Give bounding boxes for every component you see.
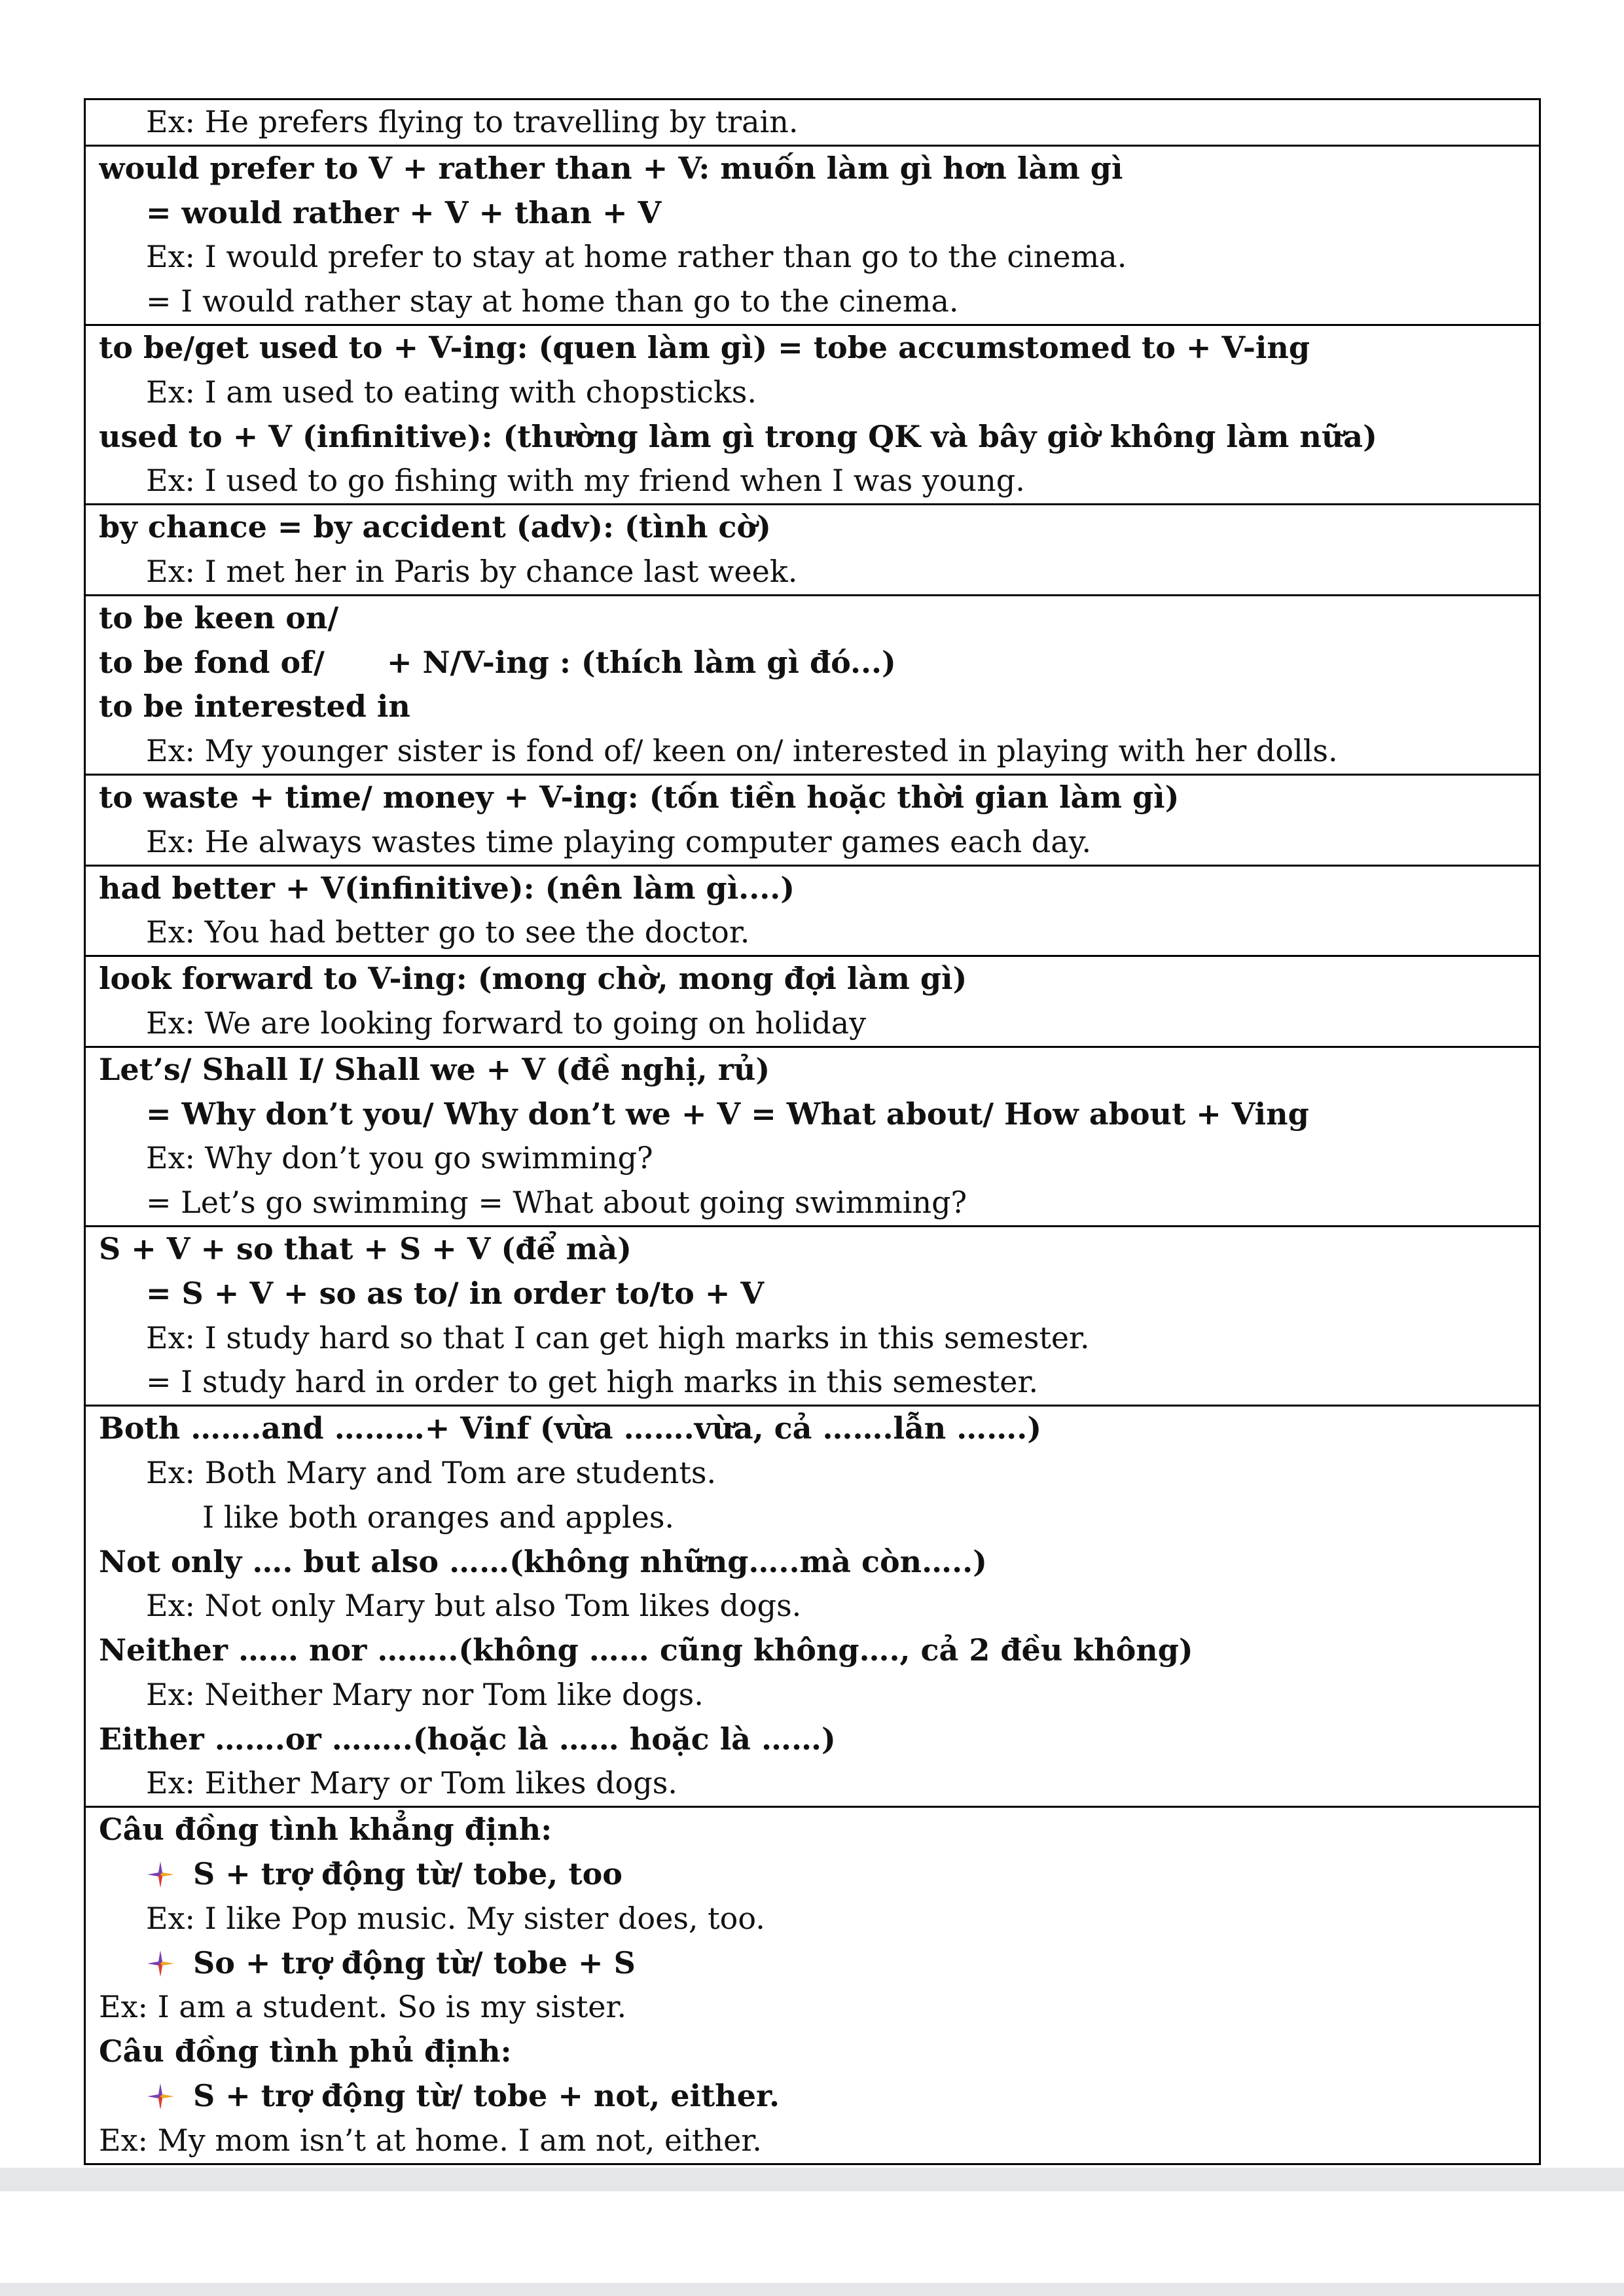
rule-line: Not only …. but also ……(không những…..mà còn…..) — [99, 1543, 987, 1579]
example-line: Ex: He always wastes time playing computer games each day. — [146, 823, 1092, 859]
grammar-cell — [85, 1226, 1540, 1405]
rule-text: to be fond of/ — [99, 644, 325, 680]
bullet-text: S + trợ động từ/ tobe, too — [193, 1856, 623, 1892]
rule-line: would prefer to V + rather than + V: muốn làm gì hơn làm gì — [99, 150, 1123, 186]
rule-line: had better + V(infinitive): (nên làm gì....) — [99, 870, 795, 906]
four-point-star-bullet-icon — [146, 2082, 175, 2111]
rule-line: Either …….or ……..(hoặc là …… hoặc là ……) — [99, 1721, 836, 1757]
example-line: Ex: I like Pop music. My sister does, too. — [146, 1900, 765, 1936]
example-line: Ex: I met her in Paris by chance last week. — [146, 553, 798, 589]
four-point-star-bullet-icon — [146, 1860, 175, 1889]
page-separator-bottom — [0, 2283, 1624, 2296]
grammar-cell — [85, 505, 1540, 596]
grammar-row — [85, 1226, 1540, 1405]
bullet-item — [146, 1941, 636, 1986]
example-line: Ex: We are looking forward to going on holiday — [146, 1005, 867, 1041]
grammar-row — [85, 325, 1540, 504]
grammar-cell — [85, 1047, 1540, 1226]
example-line: = I study hard in order to get high marks in this semester. — [146, 1364, 1039, 1400]
example-line: Ex: Not only Mary but also Tom likes dogs. — [146, 1588, 802, 1624]
example-line: Ex: I am used to eating with chopsticks. — [146, 374, 757, 410]
grammar-cell — [85, 865, 1540, 956]
grammar-row — [85, 774, 1540, 865]
example-line: Ex: Both Mary and Tom are students. — [146, 1454, 717, 1490]
example-line: Ex: I am a student. So is my sister. — [99, 1989, 627, 2025]
rule-line: to be interested in — [99, 689, 410, 725]
grammar-row — [85, 99, 1540, 146]
grammar-row — [85, 1807, 1540, 2164]
example-line: Ex: My mom isn’t at home. I am not, either. — [99, 2122, 762, 2158]
example-line: Ex: He prefers flying to travelling by train. — [146, 104, 799, 139]
example-line: = I would rather stay at home than go to the cinema. — [146, 283, 959, 319]
rule-line: used to + V (infinitive): (thường làm gì trong QK và bây giờ không làm nữa) — [99, 418, 1377, 454]
bullet-item — [146, 2074, 780, 2119]
rule-line: Câu đồng tình phủ định: — [99, 2034, 512, 2070]
rule-line: to waste + time/ money + V-ing: (tốn tiền hoặc thời gian làm gì) — [99, 779, 1180, 815]
bullet-text: S + trợ động từ/ tobe + not, either. — [193, 2078, 780, 2114]
rule-line — [99, 2074, 1526, 2119]
example-line: Ex: Either Mary or Tom likes dogs. — [146, 1765, 677, 1801]
grammar-table-body — [85, 99, 1540, 2164]
grammar-cell — [85, 99, 1540, 146]
grammar-row — [85, 145, 1540, 325]
grammar-cell — [85, 325, 1540, 504]
rule-line: Both …….and ………+ Vinf (vừa …….vừa, cả …….lẫn …….) — [99, 1410, 1042, 1446]
bullet-item — [146, 1852, 623, 1897]
grammar-cell — [85, 1807, 1540, 2164]
rule-line — [99, 1852, 1526, 1897]
rule-line: = would rather + V + than + V — [146, 194, 662, 230]
rule-line: by chance = by accident (adv): (tình cờ) — [99, 509, 771, 545]
grammar-row — [85, 505, 1540, 596]
grammar-row — [85, 595, 1540, 774]
grammar-cell — [85, 956, 1540, 1047]
example-line: Ex: Why don’t you go swimming? — [146, 1140, 653, 1176]
example-line: Ex: My younger sister is fond of/ keen on/ interested in playing with her dolls. — [146, 733, 1338, 769]
rule-line: = Why don’t you/ Why don’t we + V = What about/ How about + Ving — [146, 1096, 1309, 1132]
grammar-row — [85, 1406, 1540, 1807]
rule-line: to be keen on/ — [99, 600, 339, 636]
example-line: Ex: Neither Mary nor Tom like dogs. — [146, 1676, 704, 1712]
rule-line: look forward to V-ing: (mong chờ, mong đợi làm gì) — [99, 961, 967, 997]
grammar-cell — [85, 595, 1540, 774]
four-point-star-bullet-icon — [146, 1949, 175, 1978]
grammar-cell — [85, 1406, 1540, 1807]
grammar-cell — [85, 774, 1540, 865]
grammar-row — [85, 1047, 1540, 1226]
grammar-cell — [85, 145, 1540, 325]
grammar-row — [85, 956, 1540, 1047]
example-line: Ex: I would prefer to stay at home rather than go to the cinema. — [146, 239, 1127, 275]
grammar-table — [84, 98, 1541, 2165]
grammar-row — [85, 865, 1540, 956]
example-line: Ex: You had better go to see the doctor. — [146, 914, 750, 950]
example-line: Ex: I study hard so that I can get high marks in this semester. — [146, 1319, 1090, 1355]
bullet-text: So + trợ động từ/ tobe + S — [193, 1945, 636, 1981]
page-separator — [0, 2168, 1624, 2191]
rule-line: to be/get used to + V-ing: (quen làm gì) = tobe accumstomed to + V-ing — [99, 329, 1310, 365]
rule-line — [99, 1941, 1526, 1986]
example-line: Ex: I used to go fishing with my friend when I was young. — [146, 463, 1025, 499]
rule-line: = S + V + so as to/ in order to/to + V — [146, 1275, 765, 1311]
example-line: = Let’s go swimming = What about going swimming? — [146, 1185, 967, 1221]
rule-line: Câu đồng tình khẳng định: — [99, 1812, 552, 1848]
rule-line — [99, 641, 1526, 685]
rule-text-suffix: + N/V-ing : (thích làm gì đó...) — [387, 644, 896, 680]
example-line: I like both oranges and apples. — [202, 1499, 675, 1535]
rule-line: Let’s/ Shall I/ Shall we + V (đề nghị, rủ) — [99, 1051, 770, 1087]
next-page-area — [0, 2191, 1624, 2296]
rule-line: Neither …… nor ……..(không …… cũng không…., cả 2 đều không) — [99, 1632, 1193, 1668]
rule-line: S + V + so that + S + V (để mà) — [99, 1230, 632, 1266]
